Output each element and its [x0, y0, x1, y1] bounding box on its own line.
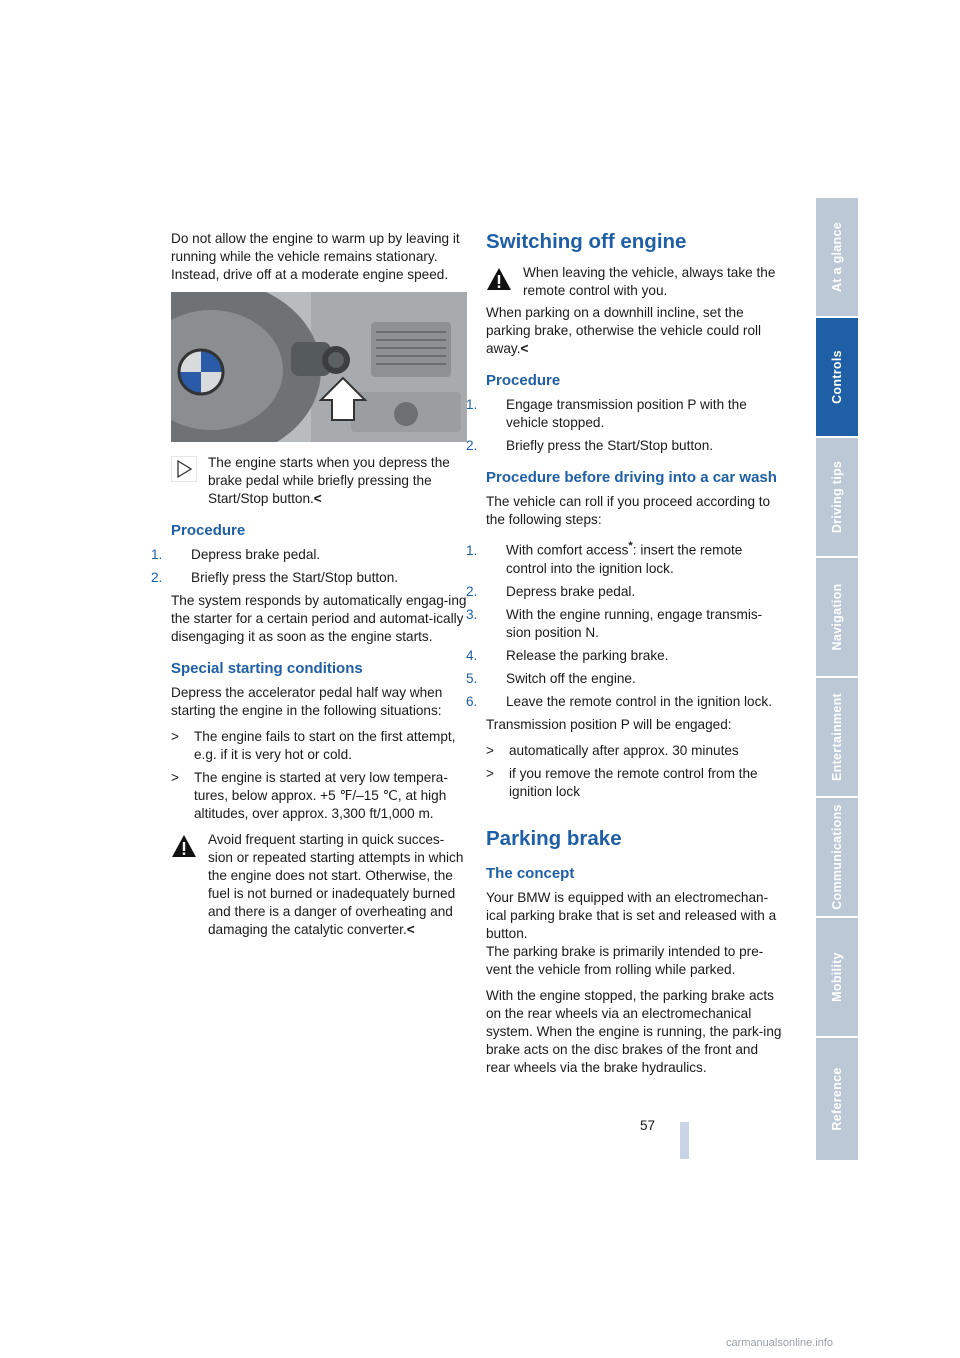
- concept-paragraph: Your BMW is equipped with an electromechan-ical parking brake that is set and released with a button.: [486, 889, 777, 941]
- tab-navigation[interactable]: Navigation: [816, 558, 858, 676]
- tab-reference[interactable]: Reference: [816, 1038, 858, 1160]
- warning-triangle-icon: [171, 833, 197, 859]
- tab-mobility[interactable]: Mobility: [816, 918, 858, 1036]
- list-item: > The engine is started at very low tempera-tures, below approx. +5 ℉/–15 ℃, at high altitudes, over approx. 3,300 ft/1,000 m.: [171, 770, 448, 821]
- carwash-heading: Procedure before driving into a car wash: [486, 469, 777, 486]
- list-item: 4. Release the parking brake.: [466, 647, 669, 663]
- list-item: 2. Briefly press the Start/Stop button.: [151, 570, 399, 585]
- left-column: [151, 230, 467, 949]
- parking-brake-heading: Parking brake: [486, 826, 622, 850]
- info-note: [171, 454, 467, 508]
- list-item: 1. With comfort access*: insert the remote control into the ignition lock.: [466, 540, 743, 576]
- switching-off-heading: Switching off engine: [486, 230, 687, 253]
- list-item: 6. Leave the remote control in the ignition lock.: [466, 693, 772, 709]
- list-item: 3. With the engine running, engage transmis-sion position N.: [466, 606, 763, 640]
- intro-paragraph: Do not allow the engine to warm up by leaving it running while the vehicle remains stationary. Instead, drive off at a moderate engine speed.: [171, 231, 460, 282]
- tab-entertainment[interactable]: Entertainment: [816, 678, 858, 796]
- special-heading: Special starting conditions: [171, 660, 363, 677]
- list-item: 1. Depress brake pedal.: [151, 547, 321, 562]
- trans-p-paragraph: Transmission position P will be engaged:: [486, 716, 732, 732]
- carwash-intro: The vehicle can roll if you proceed according to the following steps:: [486, 494, 771, 527]
- steering-wheel-photo: [171, 292, 467, 442]
- list-item: > automatically after approx. 30 minutes: [486, 742, 739, 758]
- info-triangle-icon: [171, 456, 197, 482]
- tab-communications[interactable]: Communications: [816, 798, 858, 916]
- watermark-text: carmanualsonline.info: [726, 1337, 834, 1349]
- warning-triangle-icon: [486, 266, 512, 292]
- end-mark: <: [406, 922, 415, 937]
- right-column: [466, 230, 782, 1085]
- warning-note: [486, 264, 782, 300]
- list-item: 2. Briefly press the Start/Stop button.: [466, 438, 714, 453]
- tab-at-a-glance[interactable]: At a glance: [816, 198, 858, 316]
- concept-heading: The concept: [486, 864, 575, 882]
- end-mark: <: [313, 491, 322, 506]
- procedure-heading: Procedure: [486, 372, 561, 389]
- concept-paragraph: With the engine stopped, the parking brake acts on the rear wheels via an electromechanical system. When the engine is running, the park-ing brake acts on the disc brakes of the front and rear wheels via the brake hydraulics.: [486, 987, 782, 1075]
- warning-text: Avoid frequent starting in quick succes-sion or repeated starting attempts in which the engine does not start. Otherwise, the fuel is not burned or inadequately burned and there is a danger of overheating and damaging the catalytic converter.: [208, 832, 464, 937]
- system-paragraph: The system responds by automatically engag-ing the starter for a certain period and automat-ically disengaging it as soon as the engine starts.: [171, 593, 467, 644]
- list-item: 1. Engage transmission position P with the vehicle stopped.: [466, 397, 747, 430]
- special-intro: Depress the accelerator pedal half way when starting the engine in the following situations:: [171, 685, 443, 718]
- page-number: 57: [640, 1118, 656, 1133]
- procedure-heading: Procedure: [171, 522, 246, 539]
- concept-paragraph: The parking brake is primarily intended to pre-vent the vehicle from rolling while parked.: [486, 943, 764, 977]
- info-note-text: The engine starts when you depress the brake pedal while briefly pressing the Start/Stop button.: [208, 455, 450, 506]
- warning-text: When leaving the vehicle, always take the remote control with you.: [523, 265, 776, 298]
- list-item: 5. Switch off the engine.: [466, 670, 636, 686]
- list-item: > if you remove the remote control from the ignition lock: [486, 765, 758, 799]
- downhill-paragraph: When parking on a downhill incline, set the parking brake, otherwise the vehicle could roll away.<: [486, 305, 762, 356]
- list-item: > The engine fails to start on the first attempt, e.g. if it is very hot or cold.: [171, 729, 456, 762]
- tab-driving-tips[interactable]: Driving tips: [816, 438, 858, 556]
- tab-controls[interactable]: Controls: [816, 318, 858, 436]
- page-number-bar: [680, 1122, 689, 1159]
- list-item: 2. Depress brake pedal.: [466, 583, 636, 599]
- warning-note: [171, 831, 467, 939]
